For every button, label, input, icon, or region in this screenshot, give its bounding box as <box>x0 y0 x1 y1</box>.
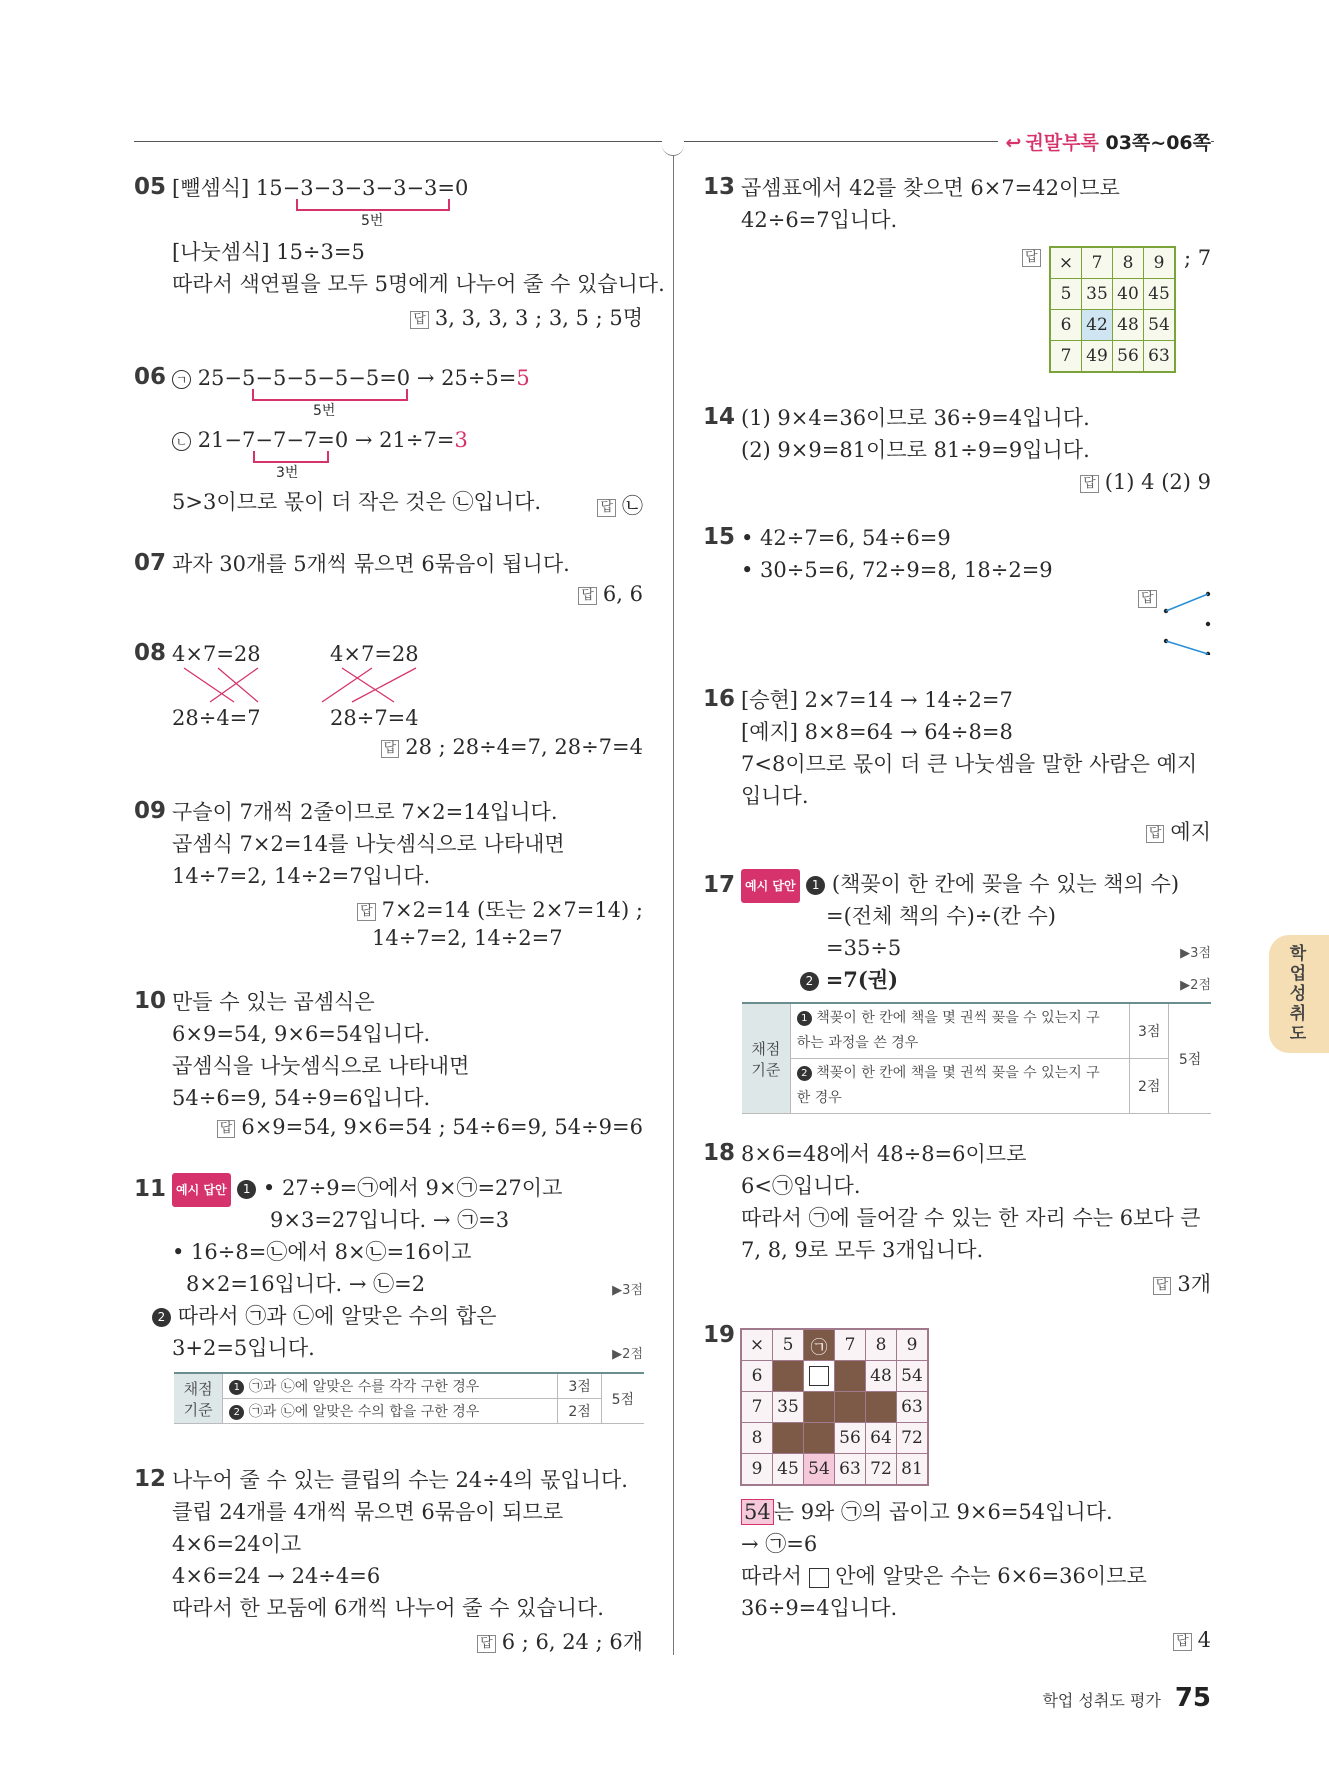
q11-number: 11 <box>134 1176 167 1202</box>
q19-cell: 8 <box>866 1329 897 1361</box>
q11-crit2-points: 2점 <box>558 1399 601 1424</box>
q19-line1-text: 는 9와 ㉠의 곱이고 9×6=54입니다. <box>773 1500 1113 1524</box>
q15-line2: • 30÷5=6, 72÷9=8, 18÷2=9 <box>741 558 1053 582</box>
q19-line4: 36÷9=4입니다. <box>741 1596 898 1620</box>
q13-line2: 42÷6=7입니다. <box>741 208 898 232</box>
step2-icon: 2 <box>152 1308 171 1327</box>
q09-body <box>172 796 565 892</box>
q19-cell-hidden <box>773 1361 804 1392</box>
q06-number: 06 <box>134 364 167 390</box>
divider-notch <box>662 141 684 156</box>
step1-icon: 1 <box>237 1180 256 1199</box>
q18-line4: 7, 8, 9로 모두 3개입니다. <box>741 1238 984 1262</box>
q18-line2: 6<㉠입니다. <box>741 1174 861 1198</box>
answer-mark: 답 <box>1146 825 1165 843</box>
q11-points2: ▶2점 <box>612 1347 643 1362</box>
q14-answer <box>1080 470 1211 494</box>
q09-answer-text2: 14÷7=2, 14÷2=7 <box>372 926 563 950</box>
q16-answer <box>1146 816 1211 846</box>
q11-total-points: 5점 <box>601 1373 644 1424</box>
q17-crit1-text-a: 책꽂이 한 칸에 책을 몇 권씩 꽂을 수 있는지 구 <box>816 1010 1100 1026</box>
q07-answer-text: 6, 6 <box>602 582 643 606</box>
q16-line4: 입니다. <box>741 784 809 808</box>
q19-cell: 64 <box>866 1423 897 1454</box>
q13-cell: 40 <box>1113 279 1144 310</box>
q10-answer <box>217 1115 643 1139</box>
q12-answer-text: 6 ; 6, 24 ; 6개 <box>501 1630 643 1654</box>
criteria-label: 채점 기준 <box>174 1373 223 1424</box>
q14-line1: (1) 9×4=36이므로 36÷9=4입니다. <box>741 406 1090 430</box>
q07-line1-text: 과자 30개를 5개씩 묶으면 6묶음이 됩니다. <box>172 552 570 576</box>
q19-line3b: 안에 알맞은 수는 6×6=36이므로 <box>835 1564 1147 1588</box>
answer-mark: 답 <box>597 499 616 517</box>
example-answer-badge: 예시 답안 <box>741 869 800 903</box>
q09-line2: 곱셈식 7×2=14를 나눗셈식으로 나타내면 <box>172 832 565 856</box>
return-arrow-icon: ↩ <box>1005 132 1022 154</box>
q19-cell: 48 <box>866 1361 897 1392</box>
q12-line5: 따라서 한 모둠에 6개씩 나누어 줄 수 있습니다. <box>172 1596 604 1620</box>
q06-a-expr: 25−5−5−5−5−5=0 → 25÷5= <box>197 366 517 390</box>
q19-multiplication-grid <box>740 1328 929 1486</box>
q05-line2: [나눗셈식] 15÷3=5 <box>172 240 365 264</box>
page-footer <box>1042 1683 1211 1713</box>
page-number: 75 <box>1174 1683 1211 1713</box>
q13-cell: 5 <box>1050 279 1082 310</box>
q11-crit2-text: ㉠과 ㉡에 알맞은 수의 합을 구한 경우 <box>248 1404 480 1420</box>
q06-answer <box>597 490 643 520</box>
q17-line1-text: (책꽂이 한 칸에 꽂을 수 있는 책의 수) <box>831 872 1180 896</box>
answer-mark: 답 <box>217 1120 236 1138</box>
side-tab-label: 학 업 성 취 도 <box>1289 944 1307 1044</box>
q12-line3: 4×6=24이고 <box>172 1532 302 1556</box>
q19-cell-hidden <box>804 1392 835 1423</box>
q10-number: 10 <box>134 988 167 1014</box>
q13-cell: 49 <box>1082 341 1113 373</box>
q16-line3: 7<8이므로 몫이 더 큰 나눗셈을 말한 사람은 예지 <box>741 752 1198 776</box>
q15-number: 15 <box>703 524 736 550</box>
q09-line3: 14÷7=2, 14÷2=7입니다. <box>172 864 431 888</box>
q13-cell: 8 <box>1113 247 1144 279</box>
footer-title: 학업 성취도 평가 <box>1042 1691 1161 1710</box>
crit2-icon: 2 <box>229 1405 244 1420</box>
q13-cell: 9 <box>1144 247 1176 279</box>
q12-body <box>172 1464 628 1624</box>
q18-number: 18 <box>703 1140 736 1166</box>
q19-cell: 5 <box>773 1329 804 1361</box>
q13-cell: 63 <box>1144 341 1176 373</box>
q13-cell: 56 <box>1113 341 1144 373</box>
q19-cell: 9 <box>741 1454 773 1486</box>
q13-body <box>741 172 1120 236</box>
q19-cell: 56 <box>835 1423 866 1454</box>
q19-cell: 72 <box>897 1423 929 1454</box>
q17-line1 <box>741 868 1179 903</box>
q05-line1: [뺄셈식] 15−3−3−3−3−3=0 <box>172 176 469 200</box>
q19-cell: 7 <box>741 1392 773 1423</box>
crit2-icon: 2 <box>797 1066 812 1081</box>
q12-line2: 클립 24개를 4개씩 묶으면 6묶음이 되므로 <box>172 1500 564 1524</box>
q19-cell: 9 <box>897 1329 929 1361</box>
q19-highlight-54: 54 <box>741 1499 774 1525</box>
q13-cell: 48 <box>1113 310 1144 341</box>
step2-icon: 2 <box>800 972 819 991</box>
q16-answer-text: 예지 <box>1170 820 1211 844</box>
q19-cell-hidden <box>804 1423 835 1454</box>
q08-bottom2: 28÷7=4 <box>330 706 419 730</box>
q15-body <box>741 522 1053 586</box>
q18-answer <box>1153 1268 1211 1298</box>
q07-number: 07 <box>134 550 167 576</box>
crit1-icon: 1 <box>797 1011 812 1026</box>
header-reference <box>998 128 1211 155</box>
q08-answer-text: 28 ; 28÷4=7, 28÷7=4 <box>405 735 643 759</box>
q17-line4-text: =7(권) <box>825 967 899 992</box>
q11-crit1-text: ㉠과 ㉡에 알맞은 수를 각각 구한 경우 <box>248 1379 480 1395</box>
q17-points2: ▶2점 <box>1180 978 1211 993</box>
q15-matching-lines <box>1160 585 1215 655</box>
q10-line2: 6×9=54, 9×6=54입니다. <box>172 1022 431 1046</box>
q06-line3-text: 5>3이므로 몫이 더 작은 것은 ㉡입니다. <box>172 490 542 514</box>
q13-cell: × <box>1050 247 1082 279</box>
q19-cell-hidden <box>773 1423 804 1454</box>
answer-mark: 답 <box>1173 1633 1192 1651</box>
q11-points1: ▶3점 <box>612 1283 643 1298</box>
q13-number: 13 <box>703 174 736 200</box>
q10-line4: 54÷6=9, 54÷9=6입니다. <box>172 1086 431 1110</box>
q19-answer <box>1173 1628 1211 1652</box>
q18-line1: 8×6=48에서 48÷8=6이므로 <box>741 1142 1027 1166</box>
q17-number: 17 <box>703 872 736 898</box>
q19-cell: × <box>741 1329 773 1361</box>
q19-cell: 7 <box>835 1329 866 1361</box>
q19-cell: 45 <box>773 1454 804 1486</box>
empty-box-icon <box>809 1366 829 1386</box>
q18-line3: 따라서 ㉠에 들어갈 수 있는 한 자리 수는 6보다 큰 <box>741 1206 1201 1230</box>
q11-line1-text: • 27÷9=㉠에서 9×㉠=27이고 <box>262 1176 563 1200</box>
q07-answer <box>578 582 643 606</box>
answer-mark: 답 <box>578 587 597 605</box>
q11-line6: 3+2=5입니다. <box>172 1336 315 1360</box>
q19-line2: → ㉠=6 <box>741 1532 818 1556</box>
q19-cell: 81 <box>897 1454 929 1486</box>
q19-line3a: 따라서 <box>741 1564 802 1588</box>
q17-criteria-table <box>742 1002 1211 1114</box>
q19-cell: 63 <box>835 1454 866 1486</box>
q19-answer-text: 4 <box>1197 1628 1211 1652</box>
answer-mark: 답 <box>1138 590 1157 608</box>
q08-top2: 4×7=28 <box>330 642 419 666</box>
q16-line2: [예지] 8×8=64 → 64÷8=8 <box>741 720 1013 744</box>
q17-total-points: 5점 <box>1169 1003 1211 1114</box>
q18-answer-text: 3개 <box>1177 1272 1211 1296</box>
example-answer-badge: 예시 답안 <box>172 1173 231 1207</box>
q10-body <box>172 986 469 1114</box>
step1-icon: 1 <box>806 876 825 895</box>
q06-answer-text: ㉡ <box>622 494 643 518</box>
q11-line5 <box>152 1300 497 1332</box>
answer-mark: 답 <box>1022 249 1041 267</box>
q19-cell-hidden <box>866 1392 897 1423</box>
q16-number: 16 <box>703 686 736 712</box>
q19-line1 <box>741 1496 1113 1528</box>
q05-answer <box>410 302 643 332</box>
q19-cell: 72 <box>866 1454 897 1486</box>
empty-box-icon <box>809 1568 829 1588</box>
q05-bracket-label: 5번 <box>361 213 384 229</box>
q17-crit2-text-a: 책꽂이 한 칸에 책을 몇 권씩 꽂을 수 있는지 구 <box>816 1065 1100 1081</box>
q06-b-result: 3 <box>454 428 468 452</box>
q16-body <box>741 684 1197 812</box>
q09-answer-text1: 7×2=14 (또는 2×7=14) ; <box>381 898 643 922</box>
q13-cell-highlight: 42 <box>1082 310 1113 341</box>
q12-line1: 나누어 줄 수 있는 클립의 수는 24÷4의 몫입니다. <box>172 1468 628 1492</box>
q13-cell: 54 <box>1144 310 1176 341</box>
answer-mark: 답 <box>1080 475 1099 493</box>
q13-cell: 7 <box>1050 341 1082 373</box>
q11-line3: • 16÷8=㉡에서 8×㉡=16이고 <box>172 1240 472 1264</box>
q10-line1: 만들 수 있는 곱셈식은 <box>172 990 375 1014</box>
q19-cell: 6 <box>741 1361 773 1392</box>
q08-matching-lines <box>172 660 472 708</box>
q19-cell-highlight: 54 <box>804 1454 835 1486</box>
q13-cell: 45 <box>1144 279 1176 310</box>
q15-line1: • 42÷7=6, 54÷6=9 <box>741 526 951 550</box>
q19-cell: 8 <box>741 1423 773 1454</box>
q19-line3 <box>741 1560 1147 1592</box>
circle-a-icon: ㄱ <box>172 370 191 389</box>
crit1-icon: 1 <box>229 1380 244 1395</box>
q06-a-result: 5 <box>516 366 530 390</box>
answer-mark: 답 <box>477 1635 496 1653</box>
q06-b-bracket-label: 3번 <box>276 465 299 481</box>
q05-body2 <box>172 236 665 300</box>
q07-line1 <box>172 548 570 580</box>
q06-a-bracket-label: 5번 <box>313 403 336 419</box>
q13-multiplication-table <box>1049 246 1176 373</box>
q19-cell-hidden <box>835 1361 866 1392</box>
q19-cell-box <box>804 1361 835 1392</box>
q19-number: 19 <box>703 1322 736 1348</box>
q11-crit1-points: 3점 <box>558 1373 601 1399</box>
q19-cell-hidden <box>835 1392 866 1423</box>
q19-cell: 54 <box>897 1361 929 1392</box>
q17-line2: =(전체 책의 수)÷(칸 수) <box>826 904 1056 928</box>
column-divider <box>673 150 674 1655</box>
q12-number: 12 <box>134 1466 167 1492</box>
q14-body <box>741 402 1090 466</box>
q13-cell: 7 <box>1082 247 1113 279</box>
q17-crit1-points: 3점 <box>1130 1003 1169 1059</box>
q12-answer <box>477 1626 643 1656</box>
q17-crit1-text-b: 하는 과정을 쓴 경우 <box>796 1035 919 1051</box>
q09-number: 09 <box>134 798 167 824</box>
q09-line1: 구슬이 7개씩 2줄이므로 7×2=14입니다. <box>172 800 558 824</box>
q19-cell: 35 <box>773 1392 804 1423</box>
criteria-label: 채점 기준 <box>742 1003 790 1114</box>
q19-cell-unknown: ㉠ <box>804 1329 835 1361</box>
answer-mark: 답 <box>1153 1277 1172 1295</box>
answer-mark: 답 <box>381 740 400 758</box>
q05-number: 05 <box>134 174 167 200</box>
q06-b-expr: 21−7−7−7=0 → 21÷7= <box>197 428 455 452</box>
q16-line1: [승현] 2×7=14 → 14÷2=7 <box>741 688 1013 712</box>
q05-line3: 따라서 색연필을 모두 5명에게 나누어 줄 수 있습니다. <box>172 272 665 296</box>
q11-line5-text: 따라서 ㉠과 ㉡에 알맞은 수의 합은 <box>177 1304 497 1328</box>
q18-body <box>741 1138 1201 1266</box>
q13-answer-tail: ; 7 <box>1184 246 1212 270</box>
q11-criteria-table <box>174 1372 644 1424</box>
q17-crit2-points: 2점 <box>1130 1059 1169 1114</box>
q13-cell: 35 <box>1082 279 1113 310</box>
q06-line3 <box>172 486 541 518</box>
header-pages: 03쪽~06쪽 <box>1105 132 1211 154</box>
q14-answer-text: (1) 4 (2) 9 <box>1104 470 1211 494</box>
q14-number: 14 <box>703 404 736 430</box>
q13-line1: 곱셈표에서 42를 찾으면 6×7=42이므로 <box>741 176 1120 200</box>
q19-cell: 63 <box>897 1392 929 1423</box>
q08-number: 08 <box>134 640 167 666</box>
q10-answer-text: 6×9=54, 9×6=54 ; 54÷6=9, 54÷9=6 <box>241 1115 643 1139</box>
q11-line1 <box>172 1172 562 1207</box>
header-book: 권말부록 <box>1025 132 1099 154</box>
q08-top1: 4×7=28 <box>172 642 261 666</box>
q12-line4: 4×6=24 → 24÷4=6 <box>172 1564 381 1588</box>
q17-points1: ▶3점 <box>1180 946 1211 961</box>
q14-line2: (2) 9×9=81이므로 81÷9=9입니다. <box>741 438 1090 462</box>
side-section-tab <box>1269 935 1329 1053</box>
q10-line3: 곱셈식을 나눗셈식으로 나타내면 <box>172 1054 470 1078</box>
q17-line3: =35÷5 <box>826 936 902 960</box>
q17-crit2-text-b: 한 경우 <box>796 1090 842 1106</box>
answer-mark: 답 <box>357 903 376 921</box>
q09-answer1 <box>357 894 643 924</box>
q08-answer <box>381 735 643 759</box>
q17-line4 <box>800 964 898 996</box>
q05-answer-text: 3, 3, 3, 3 ; 3, 5 ; 5명 <box>434 306 643 330</box>
q08-bottom1: 28÷4=7 <box>172 706 261 730</box>
answer-mark: 답 <box>410 311 429 329</box>
q13-cell: 6 <box>1050 310 1082 341</box>
q11-line4: 8×2=16입니다. → ㉡=2 <box>186 1272 426 1296</box>
circle-b-icon: ㄴ <box>172 432 191 451</box>
q11-line2: 9×3=27입니다. → ㉠=3 <box>270 1208 510 1232</box>
